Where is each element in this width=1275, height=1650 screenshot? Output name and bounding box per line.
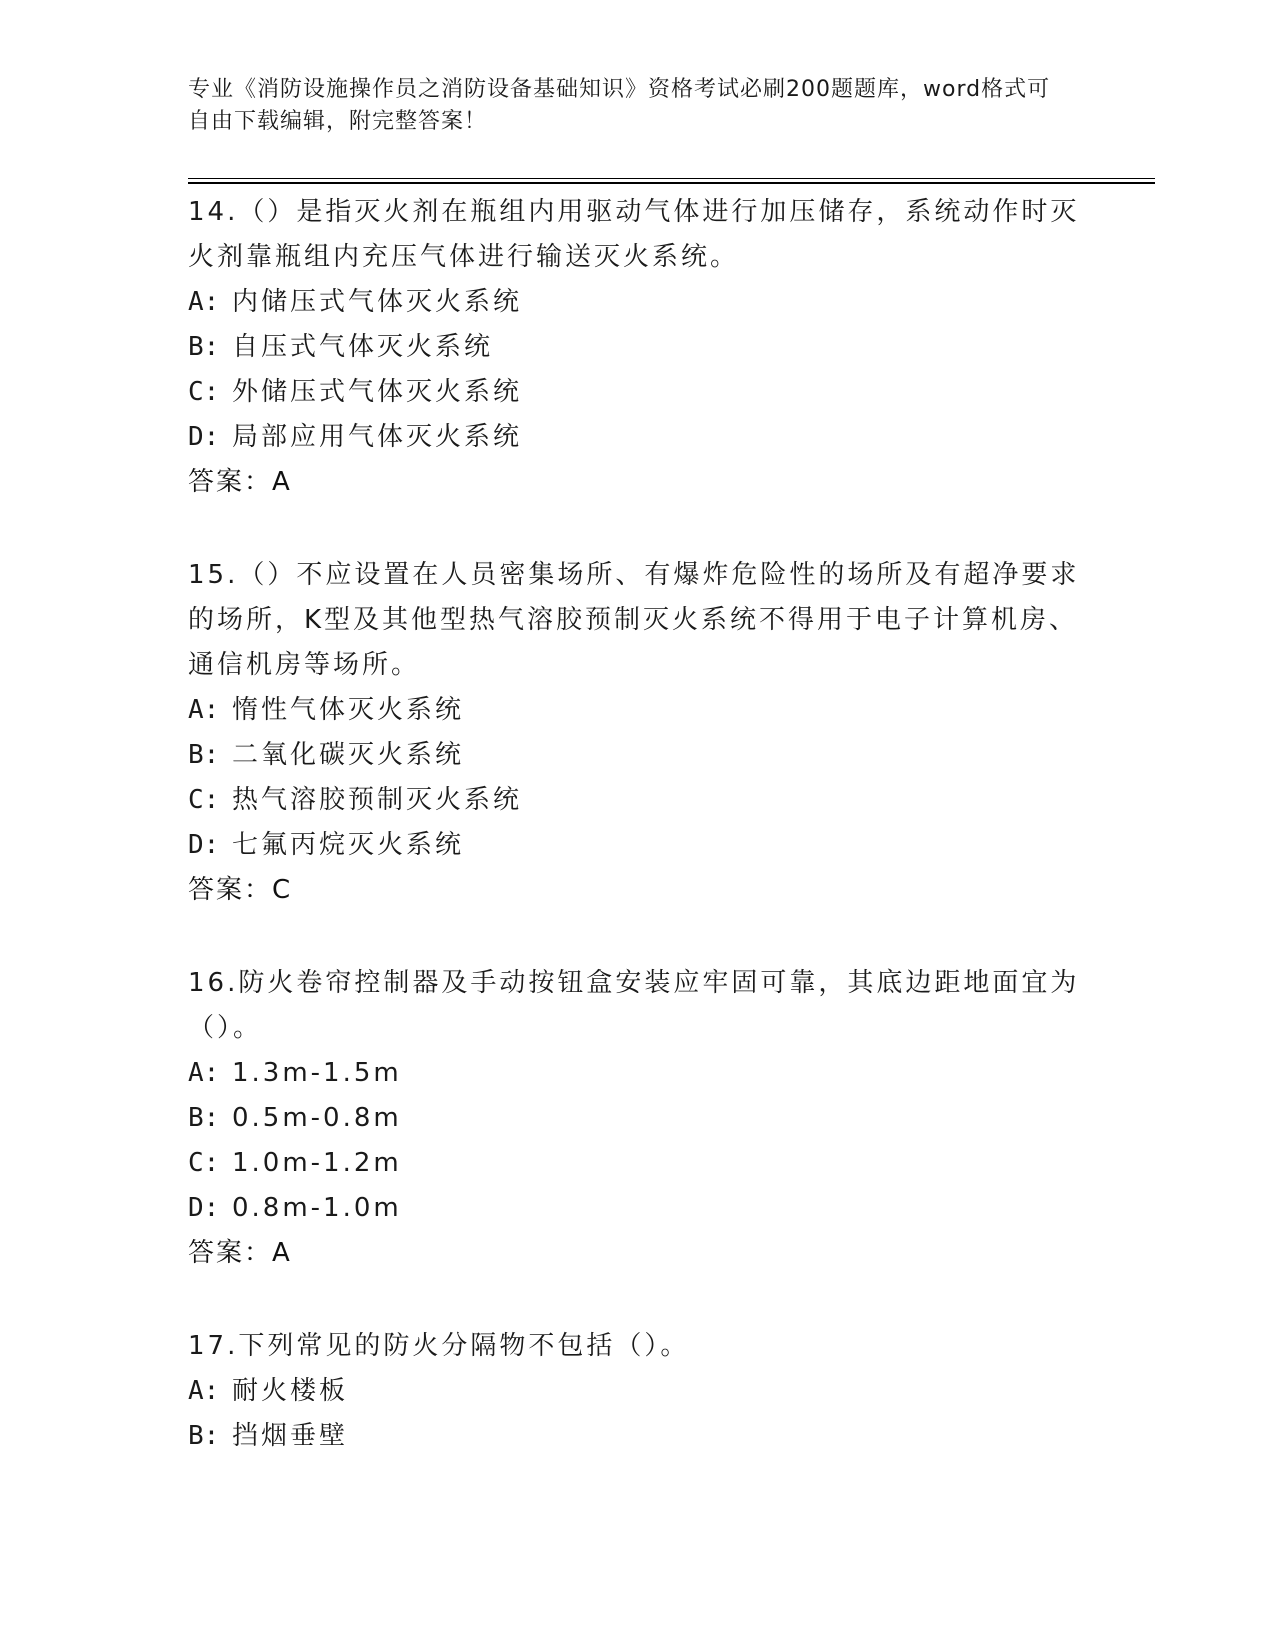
question-text: 15.（）不应设置在人员密集场所、有爆炸危险性的场所及有超净要求的场所，K型及其他型热气溶胶预制灭火系统不得用于电子计算机房、通信机房等场所。	[188, 560, 1080, 680]
answer-line: 答案：A	[188, 1238, 292, 1268]
question-16	[188, 961, 1088, 1276]
option-a: A: 内储压式气体灭火系统	[188, 287, 523, 317]
question-14	[188, 190, 1088, 505]
question-list	[188, 190, 1088, 1507]
question-17	[188, 1324, 1088, 1459]
option-b: B: 二氧化碳灭火系统	[188, 740, 465, 770]
option-c: C: 外储压式气体灭火系统	[188, 377, 523, 407]
answer-line: 答案：C	[188, 875, 293, 905]
option-b: B: 挡烟垂壁	[188, 1421, 349, 1451]
question-text: 16.防火卷帘控制器及手动按钮盒安装应牢固可靠，其底边距地面宜为（）。	[188, 968, 1080, 1043]
option-c: C: 热气溶胶预制灭火系统	[188, 785, 523, 815]
question-text: 17.下列常见的防火分隔物不包括（）。	[188, 1331, 690, 1361]
option-b: B: 0.5m-0.8m	[188, 1103, 402, 1133]
option-d: D: 七氟丙烷灭火系统	[188, 830, 465, 860]
document-header: 专业《消防设施操作员之消防设备基础知识》资格考试必刷200题题库，word格式可自由下载编辑，附完整答案！	[188, 77, 1051, 134]
option-d: D: 局部应用气体灭火系统	[188, 422, 523, 452]
answer-line: 答案：A	[188, 467, 292, 497]
option-b: B: 自压式气体灭火系统	[188, 332, 494, 362]
option-d: D: 0.8m-1.0m	[188, 1193, 402, 1223]
header-divider	[188, 178, 1155, 184]
question-text: 14.（）是指灭火剂在瓶组内用驱动气体进行加压储存，系统动作时灭火剂靠瓶组内充压气体进行输送灭火系统。	[188, 197, 1080, 272]
option-a: A: 惰性气体灭火系统	[188, 695, 465, 725]
option-a: A: 1.3m-1.5m	[188, 1058, 402, 1088]
question-15	[188, 553, 1088, 913]
option-c: C: 1.0m-1.2m	[188, 1148, 402, 1178]
option-a: A: 耐火楼板	[188, 1376, 349, 1406]
